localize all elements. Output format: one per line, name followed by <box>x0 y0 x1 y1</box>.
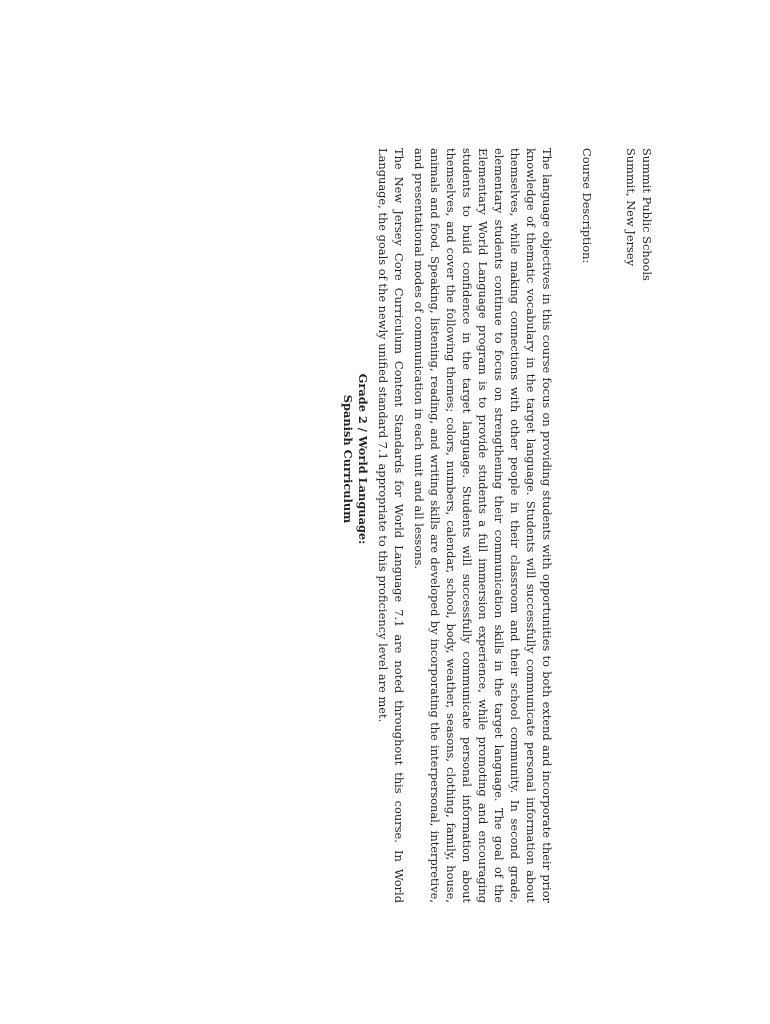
organization-location: Summit, New Jersey <box>624 148 638 267</box>
rotated-document-sheet <box>315 148 655 903</box>
organization-name: Summit Public Schools <box>640 148 654 281</box>
title-line-1: Grade 2 / World Language: <box>356 373 370 545</box>
course-description-label: Course Description: <box>580 148 594 264</box>
standards-paragraph: The New Jersey Core Curriculum Content Standards for World Language 7.1 are noted throughout this course. In World Language, the goals of the newly unified standard 7.1 appropriate to this proficiency level are met. <box>376 148 406 903</box>
title-line-2: Spanish Curriculum <box>341 394 355 524</box>
course-description-paragraph: The language objectives in this course focus on providing students with opportunities to both extend and incorporate their prior knowledge of thematic vocabulary in the target language. Students will successfully communicate personal information about themselves, while making connections with other people in their classroom and their school community. In second grade, elementary students continue to focus on strengthening their communication skills in the target language. The goal of the Elementary World Language program is to provide students a full immersion experience, while promoting and encouraging students to build confidence in the target language. Students will successfully communicate personal information about themselves, and cover the following themes; colors, numbers, calendar, school, body, weather, seasons, clothing, family, house, animals and food. Speaking, listening, reading, and writing skills are developed by incorporating the interpersonal, interpretive, and presentational modes of communication in each unit and all lessons. <box>412 148 554 903</box>
